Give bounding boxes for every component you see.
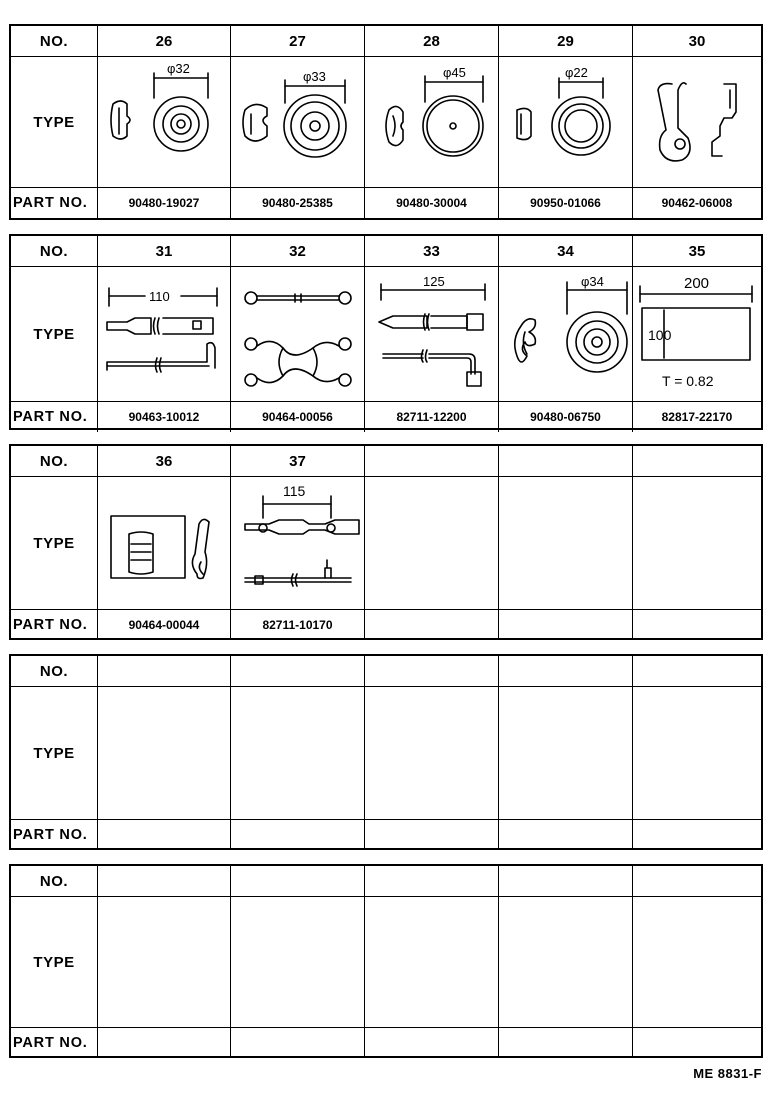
item-number: [633, 866, 761, 897]
type-cell-32: [231, 267, 365, 402]
item-number: [499, 656, 633, 687]
item-number: [98, 656, 231, 687]
dimension-label: 110: [149, 289, 170, 304]
thickness-label: T = 0.82: [662, 373, 714, 389]
part-no-label: PART NO.: [11, 1028, 98, 1058]
empty-type-cell: [365, 897, 499, 1028]
clip-drawing-36: [99, 478, 229, 608]
empty-type-cell: [499, 477, 633, 610]
part-no-label: PART NO.: [11, 610, 98, 640]
type-cell-35: [633, 267, 761, 402]
type-cell-28: [365, 57, 499, 188]
part-no-label: PART NO.: [11, 402, 98, 432]
dimension-label: φ22: [564, 65, 588, 80]
part-number: [633, 820, 761, 850]
part-number: [499, 1028, 633, 1058]
type-label: TYPE: [11, 477, 98, 610]
empty-type-cell: [365, 687, 499, 820]
type-label: TYPE: [11, 57, 98, 188]
dimension-label: 100: [648, 327, 672, 343]
type-label: TYPE: [11, 267, 98, 402]
type-cell-31: [98, 267, 231, 402]
grommet-drawing-27: [233, 58, 363, 186]
dimension-label: φ45: [442, 65, 466, 80]
no-label: NO.: [11, 866, 98, 897]
parts-table-1: [9, 24, 763, 220]
part-number: [499, 610, 633, 640]
item-number: [231, 866, 365, 897]
empty-type-cell: [98, 687, 231, 820]
part-number: [231, 1028, 365, 1058]
grommet-drawing-34: [501, 268, 631, 400]
document-code: ME 8831-F: [693, 1066, 762, 1081]
item-number: 35: [633, 236, 761, 267]
item-number: [98, 866, 231, 897]
type-cell-37: [231, 477, 365, 610]
part-no-label: PART NO.: [11, 820, 98, 850]
item-number: 26: [98, 26, 231, 57]
empty-type-cell: [633, 477, 761, 610]
part-number: 90462-06008: [661, 196, 733, 210]
part-number: 82817-22170: [661, 410, 733, 424]
empty-type-cell: [365, 477, 499, 610]
no-label: NO.: [11, 446, 98, 477]
part-number: [499, 820, 633, 850]
type-cell-34: [499, 267, 633, 402]
dimension-label: 115: [282, 483, 305, 499]
type-cell-26: [98, 57, 231, 188]
dimension-label: φ32: [167, 61, 190, 76]
part-number: 90463-10012: [98, 402, 231, 432]
part-number: [98, 1028, 231, 1058]
part-number: [633, 610, 761, 640]
item-number: 33: [365, 236, 499, 267]
item-number: 30: [633, 26, 761, 57]
empty-type-cell: [633, 897, 761, 1028]
item-number: 34: [499, 236, 633, 267]
part-number: [365, 1028, 499, 1058]
part-number: 90464-00044: [98, 610, 231, 640]
part-number: [231, 820, 365, 850]
type-cell-33: [365, 267, 499, 402]
no-label: NO.: [11, 656, 98, 687]
empty-type-cell: [231, 897, 365, 1028]
part-number: 90950-01066: [499, 188, 633, 218]
grommet-drawing-28: [367, 58, 497, 186]
type-label: TYPE: [11, 897, 98, 1028]
dimension-label: 200: [684, 275, 710, 292]
part-number: [633, 1028, 761, 1058]
item-number: [633, 656, 761, 687]
no-label: NO.: [11, 26, 98, 57]
item-number: 31: [98, 236, 231, 267]
item-number: [231, 656, 365, 687]
part-number: 90464-00056: [231, 402, 365, 432]
part-number: [365, 820, 499, 850]
empty-type-cell: [499, 897, 633, 1028]
item-number: [633, 446, 761, 477]
part-number: 90480-19027: [98, 188, 231, 218]
part-no-label: PART NO.: [11, 188, 98, 218]
grommet-drawing-26: [99, 58, 229, 186]
item-number: 32: [231, 236, 365, 267]
part-number: 90480-25385: [231, 188, 365, 218]
item-number: [365, 446, 499, 477]
empty-type-cell: [231, 687, 365, 820]
item-number: 28: [365, 26, 499, 57]
item-number: 36: [98, 446, 231, 477]
dimension-label: 125: [422, 274, 445, 289]
type-cell-36: [98, 477, 231, 610]
part-number: [98, 820, 231, 850]
item-number: 27: [231, 26, 365, 57]
clip-drawing-30: [634, 58, 760, 186]
part-number: 90480-06750: [499, 402, 633, 432]
part-number: 82711-12200: [365, 402, 499, 432]
band-clamp-drawing-33: [367, 268, 497, 400]
part-number: 82711-10170: [231, 610, 365, 640]
parts-table-5: [9, 864, 763, 1058]
part-number: [365, 610, 499, 640]
no-label: NO.: [11, 236, 98, 267]
item-number: [365, 656, 499, 687]
empty-type-cell: [499, 687, 633, 820]
parts-table-4: [9, 654, 763, 850]
clamp-drawing-37: [233, 478, 363, 608]
dimension-label: φ33: [302, 69, 326, 84]
item-number: [365, 866, 499, 897]
plate-drawing-35: [634, 268, 760, 400]
type-label: TYPE: [11, 687, 98, 820]
dimension-label: φ34: [580, 274, 604, 289]
empty-type-cell: [98, 897, 231, 1028]
clamp-drawing-31: [99, 268, 229, 400]
parts-table-3: [9, 444, 763, 640]
item-number: [499, 866, 633, 897]
item-number: 29: [499, 26, 633, 57]
empty-type-cell: [633, 687, 761, 820]
type-cell-29: [499, 57, 633, 188]
type-cell-27: [231, 57, 365, 188]
wire-clip-drawing-32: [233, 268, 363, 400]
parts-table-2: [9, 234, 763, 430]
grommet-drawing-29: [501, 58, 631, 186]
item-number: [499, 446, 633, 477]
part-number: 90480-30004: [365, 188, 499, 218]
item-number: 37: [231, 446, 365, 477]
type-cell-30: [633, 57, 761, 188]
